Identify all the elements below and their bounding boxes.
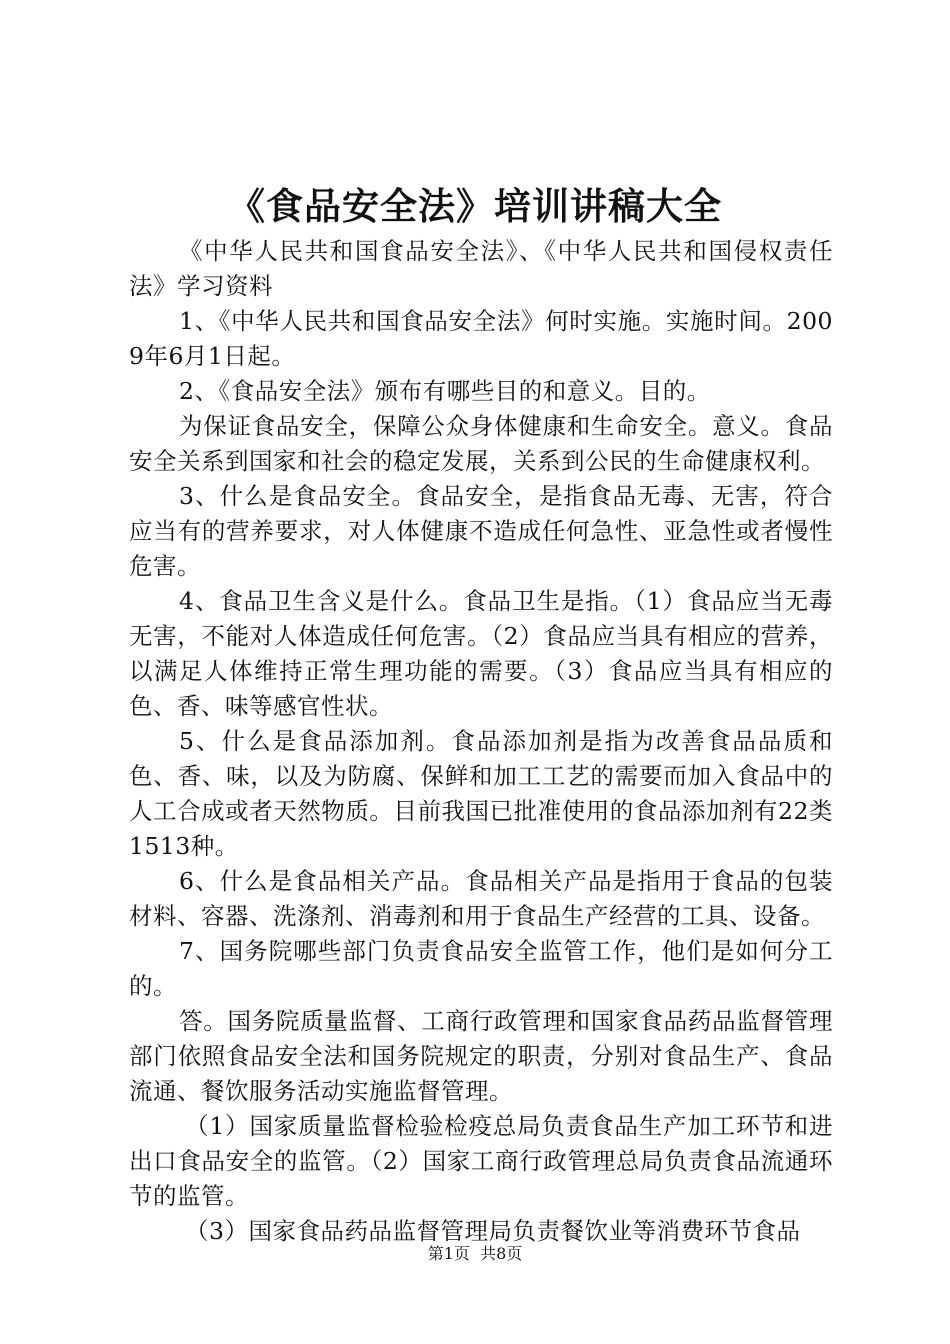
paragraph-q6: 6、什么是食品相关产品。食品相关产品是指用于食品的包装材料、容器、洗涤剂、消毒剂和用于食品生产经营的工具、设备。 bbox=[129, 867, 833, 930]
paragraph-q2: 2、《食品安全法》颁布有哪些目的和意义。目的。 bbox=[179, 377, 711, 405]
paragraph-q7-detail-2: （3）国家食品药品监督管理局负责餐饮业等消费环节食品 bbox=[185, 1217, 801, 1245]
paragraph-q2-answer: 为保证食品安全，保障公众身体健康和生命安全。意义。食品安全关系到国家和社会的稳定发展，关系到公民的生命健康权利。 bbox=[129, 412, 833, 475]
paragraph-q7-answer: 答。国务院质量监督、工商行政管理和国家食品药品监督管理部门依照食品安全法和国务院规定的职责，分别对食品生产、食品流通、餐饮服务活动实施监督管理。 bbox=[129, 1007, 833, 1105]
paragraph-q1: 1、《中华人民共和国食品安全法》何时实施。实施时间。2009年6月1日起。 bbox=[129, 307, 833, 370]
document-title: 《食品安全法》培训讲稿大全 bbox=[228, 184, 722, 228]
paragraph-q7-detail-1: （1）国家质量监督检验检疫总局负责食品生产加工环节和进出口食品安全的监管。（2）国家工商行政管理总局负责食品流通环节的监管。 bbox=[129, 1112, 833, 1210]
paragraph-q5: 5、什么是食品添加剂。食品添加剂是指为改善食品品质和色、香、味，以及为防腐、保鲜和加工工艺的需要而加入食品中的人工合成或者天然物质。目前我国已批准使用的食品添加剂有22类1513种。 bbox=[129, 727, 833, 860]
document-body bbox=[129, 234, 833, 1249]
paragraph-q4: 4、食品卫生含义是什么。食品卫生是指。（1）食品应当无毒无害，不能对人体造成任何危害。（2）食品应当具有相应的营养，以满足人体维持正常生理功能的需要。（3）食品应当具有相应的色、香、味等感官性状。 bbox=[129, 587, 833, 720]
paragraph-q3: 3、什么是食品安全。食品安全，是指食品无毒、无害，符合应当有的营养要求，对人体健康不造成任何急性、亚急性或者慢性危害。 bbox=[129, 482, 833, 580]
page-footer: 第1页 共8页 bbox=[427, 1244, 523, 1263]
paragraph-q7: 7、国务院哪些部门负责食品安全监管工作，他们是如何分工的。 bbox=[129, 937, 833, 1000]
paragraph-intro: 《中华人民共和国食品安全法》、《中华人民共和国侵权责任法》学习资料 bbox=[129, 237, 833, 300]
